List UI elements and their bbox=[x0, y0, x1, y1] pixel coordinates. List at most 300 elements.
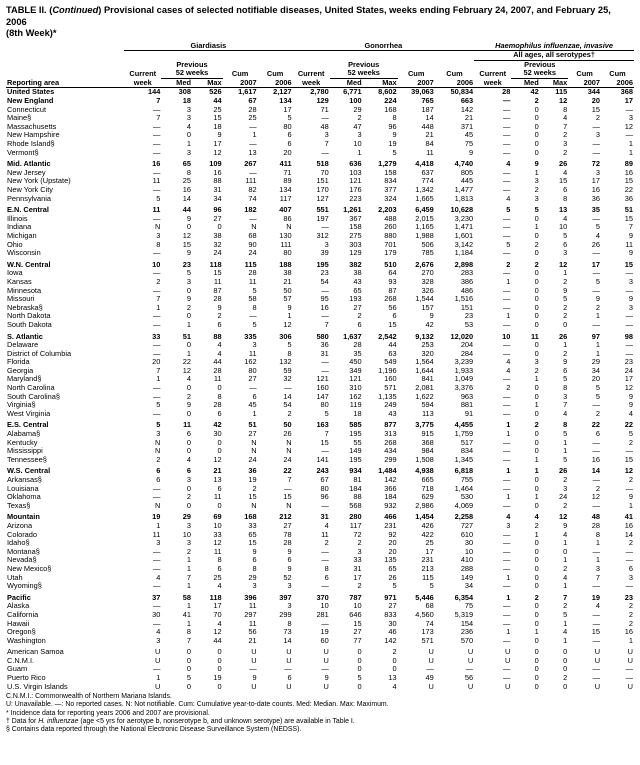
cell-n-2: 880 bbox=[384, 230, 397, 240]
cell-n-1: 2 bbox=[357, 113, 362, 123]
cell-h-0: 1 bbox=[506, 492, 511, 502]
cell-g-4: 14 bbox=[283, 391, 292, 401]
cell-h-4: — bbox=[625, 285, 633, 295]
cell-h-0: — bbox=[502, 147, 511, 157]
table-row bbox=[6, 548, 634, 557]
cell-n-4: 30 bbox=[464, 538, 474, 548]
cell-n-0: 195 bbox=[316, 259, 329, 269]
cell-h-0: — bbox=[502, 664, 511, 674]
cell-n-1: 636 bbox=[349, 159, 362, 169]
cell-h-3: — bbox=[592, 446, 601, 456]
cell-n-2: 20 bbox=[388, 538, 397, 548]
cell-h-3: — bbox=[592, 121, 601, 131]
cell-n-0: 151 bbox=[316, 176, 329, 186]
cell-n-1: 382 bbox=[349, 259, 362, 269]
cell-h-3: 2 bbox=[595, 113, 601, 123]
table-row bbox=[6, 123, 634, 132]
col-n-2007: 2007 bbox=[417, 77, 434, 87]
cell-h-3: 5 bbox=[595, 222, 601, 232]
haemophilus-subtitle: All ages, all serotypes† bbox=[474, 51, 634, 61]
cell-g-1: 0 bbox=[186, 647, 191, 657]
cell-h-2: 9 bbox=[563, 520, 568, 530]
cell-g-2: 4 bbox=[217, 348, 222, 358]
cell-h-1: 0 bbox=[534, 319, 539, 329]
cell-n-3: 1,454 bbox=[415, 512, 434, 522]
footnote-0: C.N.M.I.: Commonwealth of Northern Mariana Islands. bbox=[6, 693, 172, 701]
cell-g-4: 111 bbox=[280, 239, 292, 249]
cell-h-0: — bbox=[502, 104, 511, 114]
cell-h-4: 2 bbox=[628, 475, 633, 484]
table-row bbox=[6, 421, 634, 430]
cell-g-4: 78 bbox=[283, 529, 292, 539]
cell-h-2: 2 bbox=[563, 147, 568, 157]
cell-h-4: 16 bbox=[624, 627, 633, 637]
cell-n-3: 1,988 bbox=[415, 230, 434, 240]
row-area-label: New Mexico§ bbox=[7, 563, 52, 573]
cell-n-0: 580 bbox=[316, 331, 329, 341]
cell-h-2: 3 bbox=[563, 483, 568, 493]
cell-n-3: 115 bbox=[421, 572, 434, 582]
cell-h-2: 0 bbox=[563, 319, 568, 329]
cell-h-3: — bbox=[592, 400, 601, 410]
cell-h-2: 8 bbox=[563, 383, 568, 393]
cell-h-1: 0 bbox=[534, 601, 539, 611]
table-row bbox=[6, 648, 634, 657]
cell-n-3: 9,132 bbox=[415, 331, 434, 341]
row-area-label: Iowa bbox=[7, 268, 23, 278]
cell-g-2: 118 bbox=[209, 592, 222, 602]
cell-g-2: 96 bbox=[213, 205, 222, 215]
cell-g-3: 45 bbox=[248, 400, 257, 410]
cell-n-0: U bbox=[323, 647, 329, 657]
cell-h-4: 17 bbox=[624, 96, 633, 106]
cell-h-3: 5 bbox=[595, 391, 601, 401]
cell-n-4: 1,471 bbox=[454, 222, 474, 232]
cell-h-4: — bbox=[625, 319, 633, 329]
cell-h-4: — bbox=[625, 268, 633, 278]
table-row bbox=[6, 140, 634, 149]
cell-n-2: 231 bbox=[384, 520, 397, 530]
cell-g-4: 397 bbox=[279, 592, 292, 602]
row-area-label: West Virginia bbox=[7, 408, 51, 418]
row-area-label: Nevada§ bbox=[7, 555, 37, 565]
cell-n-1: 27 bbox=[353, 627, 362, 637]
cell-h-1: 0 bbox=[534, 139, 539, 149]
cell-n-2: 142 bbox=[384, 635, 397, 645]
cell-n-4: 570 bbox=[460, 635, 474, 645]
cell-g-0: — bbox=[152, 340, 161, 350]
gonorrhea-cum-label: Cum bbox=[407, 68, 425, 78]
cell-g-4: U bbox=[286, 647, 292, 657]
cell-n-0: 2 bbox=[324, 538, 329, 548]
cell-h-3: — bbox=[592, 581, 601, 591]
table-row bbox=[6, 502, 634, 511]
col-g-2006: 2006 bbox=[275, 77, 292, 87]
cell-h-3: — bbox=[592, 268, 601, 278]
cell-h-4: 17 bbox=[624, 374, 633, 384]
cell-g-0: — bbox=[152, 348, 161, 358]
cell-h-1: 1 bbox=[534, 222, 539, 232]
cell-n-0: — bbox=[321, 147, 329, 157]
cell-n-1: 2 bbox=[357, 311, 362, 321]
cell-h-2: 1 bbox=[563, 268, 568, 278]
cell-g-3: 19 bbox=[248, 475, 257, 484]
table-row bbox=[6, 410, 634, 419]
cell-g-0: — bbox=[152, 555, 161, 565]
cell-g-4: 7 bbox=[287, 475, 292, 484]
cell-g-4: 6 bbox=[287, 130, 292, 140]
cell-h-0: — bbox=[502, 294, 511, 304]
cell-n-1: 0 bbox=[357, 655, 362, 665]
cell-g-0: 4 bbox=[156, 627, 161, 637]
cell-n-2: 1,484 bbox=[378, 466, 397, 476]
cell-n-0: 7 bbox=[324, 429, 329, 439]
cell-n-0: 197 bbox=[316, 213, 329, 223]
row-area-label: South Carolina§ bbox=[7, 391, 61, 401]
cell-n-0: 36 bbox=[320, 340, 329, 350]
cell-h-3: 36 bbox=[591, 193, 601, 203]
cell-g-4: 80 bbox=[283, 248, 292, 258]
cell-n-1: 787 bbox=[349, 592, 362, 602]
cell-h-2: 26 bbox=[558, 331, 568, 341]
cell-h-1: 4 bbox=[534, 512, 539, 522]
cell-h-0: — bbox=[502, 437, 511, 447]
cell-g-4: N bbox=[286, 500, 292, 510]
cell-g-3: 8 bbox=[252, 563, 257, 573]
cell-h-0: — bbox=[502, 555, 511, 565]
cell-n-4: 371 bbox=[460, 121, 474, 131]
cell-g-3: 27 bbox=[248, 374, 257, 384]
cell-n-4: 1,516 bbox=[454, 294, 474, 304]
cell-h-4: 12 bbox=[624, 466, 633, 476]
cell-n-4: 23 bbox=[464, 311, 474, 321]
cell-n-3: 4,418 bbox=[415, 159, 434, 169]
table-row bbox=[6, 295, 634, 304]
table-row bbox=[6, 539, 634, 548]
cell-h-4: 15 bbox=[624, 259, 633, 269]
cell-g-4: 54 bbox=[283, 400, 292, 410]
cell-g-2: 0 bbox=[217, 681, 222, 691]
cell-n-3: 1,544 bbox=[415, 294, 434, 304]
cell-h-3: 97 bbox=[591, 331, 601, 341]
cell-h-3: — bbox=[592, 618, 601, 628]
cell-h-1: 5 bbox=[534, 205, 539, 215]
cell-h-4: 6 bbox=[628, 563, 633, 573]
table-row bbox=[6, 439, 634, 448]
cell-n-1: 117 bbox=[349, 520, 362, 530]
cell-n-3: 2,015 bbox=[415, 213, 434, 223]
cell-n-4: 3,230 bbox=[454, 213, 474, 223]
cell-h-4: 3 bbox=[628, 113, 633, 123]
table-row bbox=[6, 531, 634, 540]
cell-g-1: 2 bbox=[186, 391, 191, 401]
cell-g-3: 21 bbox=[248, 635, 257, 645]
row-area-label: North Dakota bbox=[7, 311, 51, 321]
cell-n-1: 585 bbox=[349, 420, 362, 430]
cell-h-2: 12 bbox=[558, 512, 568, 522]
cell-n-3: 2,676 bbox=[415, 259, 434, 269]
col-reporting-area: Reporting area bbox=[7, 77, 60, 87]
cell-n-4: 6,354 bbox=[454, 592, 474, 602]
cell-g-2: 12 bbox=[213, 454, 222, 464]
giardiasis-current-label: Current bbox=[129, 68, 157, 78]
cell-n-2: 135 bbox=[384, 555, 397, 565]
cell-h-3: 17 bbox=[591, 259, 601, 269]
cell-h-3: 1 bbox=[595, 348, 601, 358]
row-area-label: Maryland§ bbox=[7, 374, 42, 384]
footnote-2: * Incidence data for reporting years 2006 and 2007 are provisional. bbox=[6, 709, 210, 717]
table-row bbox=[6, 312, 634, 321]
cell-n-3: 506 bbox=[421, 239, 434, 249]
cell-h-4: 2 bbox=[628, 609, 633, 619]
cell-h-4: — bbox=[625, 483, 633, 493]
cell-n-0: 129 bbox=[316, 96, 329, 106]
cell-g-4: — bbox=[284, 483, 292, 493]
cell-h-4: 15 bbox=[624, 213, 633, 223]
cell-g-2: 11 bbox=[213, 276, 222, 286]
cell-g-3: — bbox=[249, 311, 257, 321]
cell-g-0: — bbox=[152, 285, 161, 295]
cell-g-4: N bbox=[286, 222, 292, 232]
cell-h-1: 0 bbox=[534, 391, 539, 401]
cell-h-2: 3 bbox=[563, 391, 568, 401]
cell-n-0: U bbox=[323, 681, 329, 691]
cell-g-1: 8 bbox=[186, 627, 191, 637]
cell-n-2: 366 bbox=[384, 483, 397, 493]
cell-g-4: 132 bbox=[279, 357, 292, 367]
cell-g-1: 4 bbox=[186, 121, 191, 131]
cell-g-1: 44 bbox=[182, 205, 191, 215]
cell-n-3: 84 bbox=[425, 139, 434, 149]
table-row bbox=[6, 611, 634, 620]
cell-h-3: — bbox=[592, 609, 601, 619]
cell-h-0: — bbox=[502, 268, 511, 278]
cell-h-2: 2 bbox=[563, 673, 568, 683]
cell-g-2: 18 bbox=[213, 121, 222, 131]
cell-g-4: 9 bbox=[287, 302, 292, 312]
cell-h-2: 5 bbox=[563, 374, 568, 384]
cell-g-2: 0 bbox=[217, 500, 222, 510]
cell-n-3: 253 bbox=[421, 340, 434, 350]
cell-g-0: — bbox=[152, 601, 161, 611]
cell-n-1: 646 bbox=[349, 609, 362, 619]
cell-n-4: 2,898 bbox=[454, 259, 474, 269]
cell-n-0: U bbox=[323, 655, 329, 665]
cell-g-2: 0 bbox=[217, 647, 222, 657]
cell-g-3: 11 bbox=[248, 348, 257, 358]
cell-g-4: 3 bbox=[287, 601, 292, 611]
cell-h-2: 15 bbox=[558, 176, 568, 186]
cell-n-1: 6,771 bbox=[343, 87, 362, 97]
row-area-label: Minnesota bbox=[7, 285, 42, 295]
cell-h-0: 2 bbox=[506, 383, 511, 393]
cell-h-2: 4 bbox=[563, 167, 568, 177]
cell-g-4: N bbox=[286, 437, 292, 447]
row-area-label: Michigan bbox=[7, 230, 37, 240]
cell-g-1: 10 bbox=[182, 529, 191, 539]
cell-g-2: 2 bbox=[217, 311, 222, 321]
cell-g-1: 58 bbox=[182, 592, 191, 602]
cell-h-1: 0 bbox=[534, 340, 539, 350]
cell-n-1: 28 bbox=[353, 340, 362, 350]
cell-n-1: 121 bbox=[349, 374, 362, 384]
cell-h-1: 0 bbox=[534, 555, 539, 565]
table-row bbox=[6, 513, 634, 522]
footnote-3: † Data for H. influenzae (age <5 yrs for aerotype b, nonserotype b, and unknown serotype) are available in Table I. bbox=[6, 717, 355, 725]
cell-g-0: — bbox=[152, 268, 161, 278]
cell-n-4: 1,184 bbox=[454, 248, 474, 258]
cell-g-3: 11 bbox=[248, 601, 257, 611]
cell-n-1: 77 bbox=[353, 635, 362, 645]
cell-g-3: 168 bbox=[244, 512, 257, 522]
cell-g-4: 32 bbox=[283, 374, 292, 384]
cell-h-4: 9 bbox=[628, 492, 633, 502]
cell-h-1: 1 bbox=[534, 454, 539, 464]
cell-n-0: 39 bbox=[320, 248, 329, 258]
cell-h-4: 1 bbox=[628, 635, 633, 645]
cell-n-4: 386 bbox=[460, 276, 474, 286]
cell-h-3: — bbox=[592, 500, 601, 510]
cell-g-4: 15 bbox=[283, 492, 292, 502]
cell-n-3: 14 bbox=[425, 113, 434, 123]
cell-n-4: 9 bbox=[469, 147, 474, 157]
cell-n-2: 96 bbox=[388, 121, 397, 131]
cell-n-3: 422 bbox=[421, 529, 434, 539]
cell-h-4: — bbox=[625, 546, 633, 556]
cell-n-1: 223 bbox=[349, 193, 362, 203]
gonorrhea-previous-label: Previous bbox=[348, 59, 380, 69]
cell-n-0: 31 bbox=[320, 512, 329, 522]
cell-g-0: 3 bbox=[156, 538, 161, 548]
cell-h-3: 5 bbox=[595, 383, 601, 393]
cell-g-3: 6 bbox=[252, 391, 257, 401]
cell-g-3: 2 bbox=[252, 483, 257, 493]
cell-n-2: 1,135 bbox=[378, 391, 397, 401]
row-area-label: Maine§ bbox=[7, 113, 32, 123]
cell-h-3: 26 bbox=[591, 239, 601, 249]
row-area-label: Idaho§ bbox=[7, 538, 30, 548]
cell-g-4: 212 bbox=[279, 512, 292, 522]
cell-h-1: 0 bbox=[534, 285, 539, 295]
cell-h-0: — bbox=[502, 167, 511, 177]
cell-h-2: 0 bbox=[563, 681, 568, 691]
cell-g-1: 41 bbox=[182, 609, 191, 619]
footnotes bbox=[6, 693, 634, 734]
row-area-label: Ohio bbox=[7, 239, 23, 249]
cell-n-0: 7 bbox=[324, 319, 329, 329]
cell-g-4: 86 bbox=[283, 213, 292, 223]
cell-n-4: 56 bbox=[464, 673, 474, 683]
row-area-label: Indiana bbox=[7, 222, 32, 232]
cell-g-4: 117 bbox=[279, 193, 292, 203]
cell-n-2: 313 bbox=[384, 429, 397, 439]
cell-n-0: 7 bbox=[324, 139, 329, 149]
cell-h-3: 29 bbox=[591, 357, 601, 367]
cell-g-4: U bbox=[286, 655, 292, 665]
cell-n-0: 3 bbox=[324, 130, 329, 140]
cell-g-1: 14 bbox=[182, 193, 191, 203]
cell-n-3: 1,165 bbox=[415, 222, 434, 232]
cell-n-0: — bbox=[321, 500, 329, 510]
cell-g-3: — bbox=[249, 121, 257, 131]
cell-h-3: U bbox=[594, 681, 601, 691]
cell-g-2: 42 bbox=[213, 420, 222, 430]
cell-g-4: 27 bbox=[283, 520, 292, 530]
cell-h-0: — bbox=[502, 538, 511, 548]
cell-h-1: 3 bbox=[534, 176, 539, 186]
cell-h-1: 0 bbox=[534, 294, 539, 304]
cell-n-3: 4,938 bbox=[415, 466, 434, 476]
cell-g-0: — bbox=[152, 408, 161, 418]
cell-g-3: 15 bbox=[248, 492, 257, 502]
cell-h-1: 1 bbox=[534, 492, 539, 502]
cell-g-1: 5 bbox=[186, 268, 191, 278]
cell-h-3: 20 bbox=[591, 96, 601, 106]
cell-n-1: 100 bbox=[349, 96, 362, 106]
cell-n-2: 268 bbox=[384, 437, 397, 447]
cell-g-3: — bbox=[249, 167, 257, 177]
col-g-max: Max bbox=[207, 77, 222, 87]
cell-n-0: — bbox=[321, 555, 329, 565]
row-area-label: Oregon§ bbox=[7, 627, 36, 637]
row-area-label: W.N. Central bbox=[7, 259, 51, 269]
row-area-label: Arizona bbox=[7, 520, 33, 530]
cell-g-2: 27 bbox=[213, 213, 222, 223]
cell-g-1: 308 bbox=[178, 87, 191, 97]
cell-g-0: 144 bbox=[148, 87, 161, 97]
cell-g-2: 526 bbox=[209, 87, 222, 97]
cell-n-4: 1,477 bbox=[454, 185, 474, 194]
cell-g-3: 28 bbox=[248, 268, 257, 278]
cell-h-1: 0 bbox=[534, 348, 539, 358]
cell-g-3: 5 bbox=[252, 319, 257, 329]
cell-g-4: 5 bbox=[287, 113, 292, 123]
cell-h-2: 1 bbox=[563, 581, 568, 591]
row-area-label: Texas§ bbox=[7, 500, 31, 510]
cell-n-2: 2 bbox=[392, 647, 397, 657]
row-area-label: Arkansas§ bbox=[7, 475, 42, 484]
cell-n-3: 571 bbox=[421, 635, 434, 645]
cell-n-4: 204 bbox=[460, 340, 474, 350]
cell-g-0: — bbox=[152, 563, 161, 573]
cell-n-0: 281 bbox=[316, 609, 329, 619]
cell-n-1: 149 bbox=[349, 446, 362, 456]
cell-h-0: — bbox=[502, 176, 511, 186]
cell-n-2: 27 bbox=[388, 601, 397, 611]
cell-g-1: 1 bbox=[186, 348, 191, 358]
cell-h-3: — bbox=[592, 673, 601, 683]
cell-h-1: 2 bbox=[534, 259, 539, 269]
cell-n-0: 141 bbox=[316, 454, 329, 464]
row-area-label: Colorado bbox=[7, 529, 37, 539]
table-row bbox=[6, 401, 634, 410]
cell-h-2: 1 bbox=[563, 618, 568, 628]
cell-n-1: 568 bbox=[349, 500, 362, 510]
cell-n-2: 142 bbox=[384, 475, 397, 484]
cell-h-4: 1 bbox=[628, 500, 633, 510]
cell-g-1: 3 bbox=[186, 147, 191, 157]
cell-n-0: 5 bbox=[324, 408, 329, 418]
cell-h-2: 0 bbox=[563, 664, 568, 674]
table-row bbox=[6, 333, 634, 342]
cell-g-0: — bbox=[152, 664, 161, 674]
cell-h-3: 2 bbox=[595, 408, 601, 418]
cell-h-3: — bbox=[592, 139, 601, 149]
cell-g-0: 5 bbox=[156, 193, 161, 203]
cell-n-3: 187 bbox=[421, 104, 434, 114]
cell-h-0: — bbox=[502, 348, 511, 358]
cell-g-4: — bbox=[284, 383, 292, 393]
